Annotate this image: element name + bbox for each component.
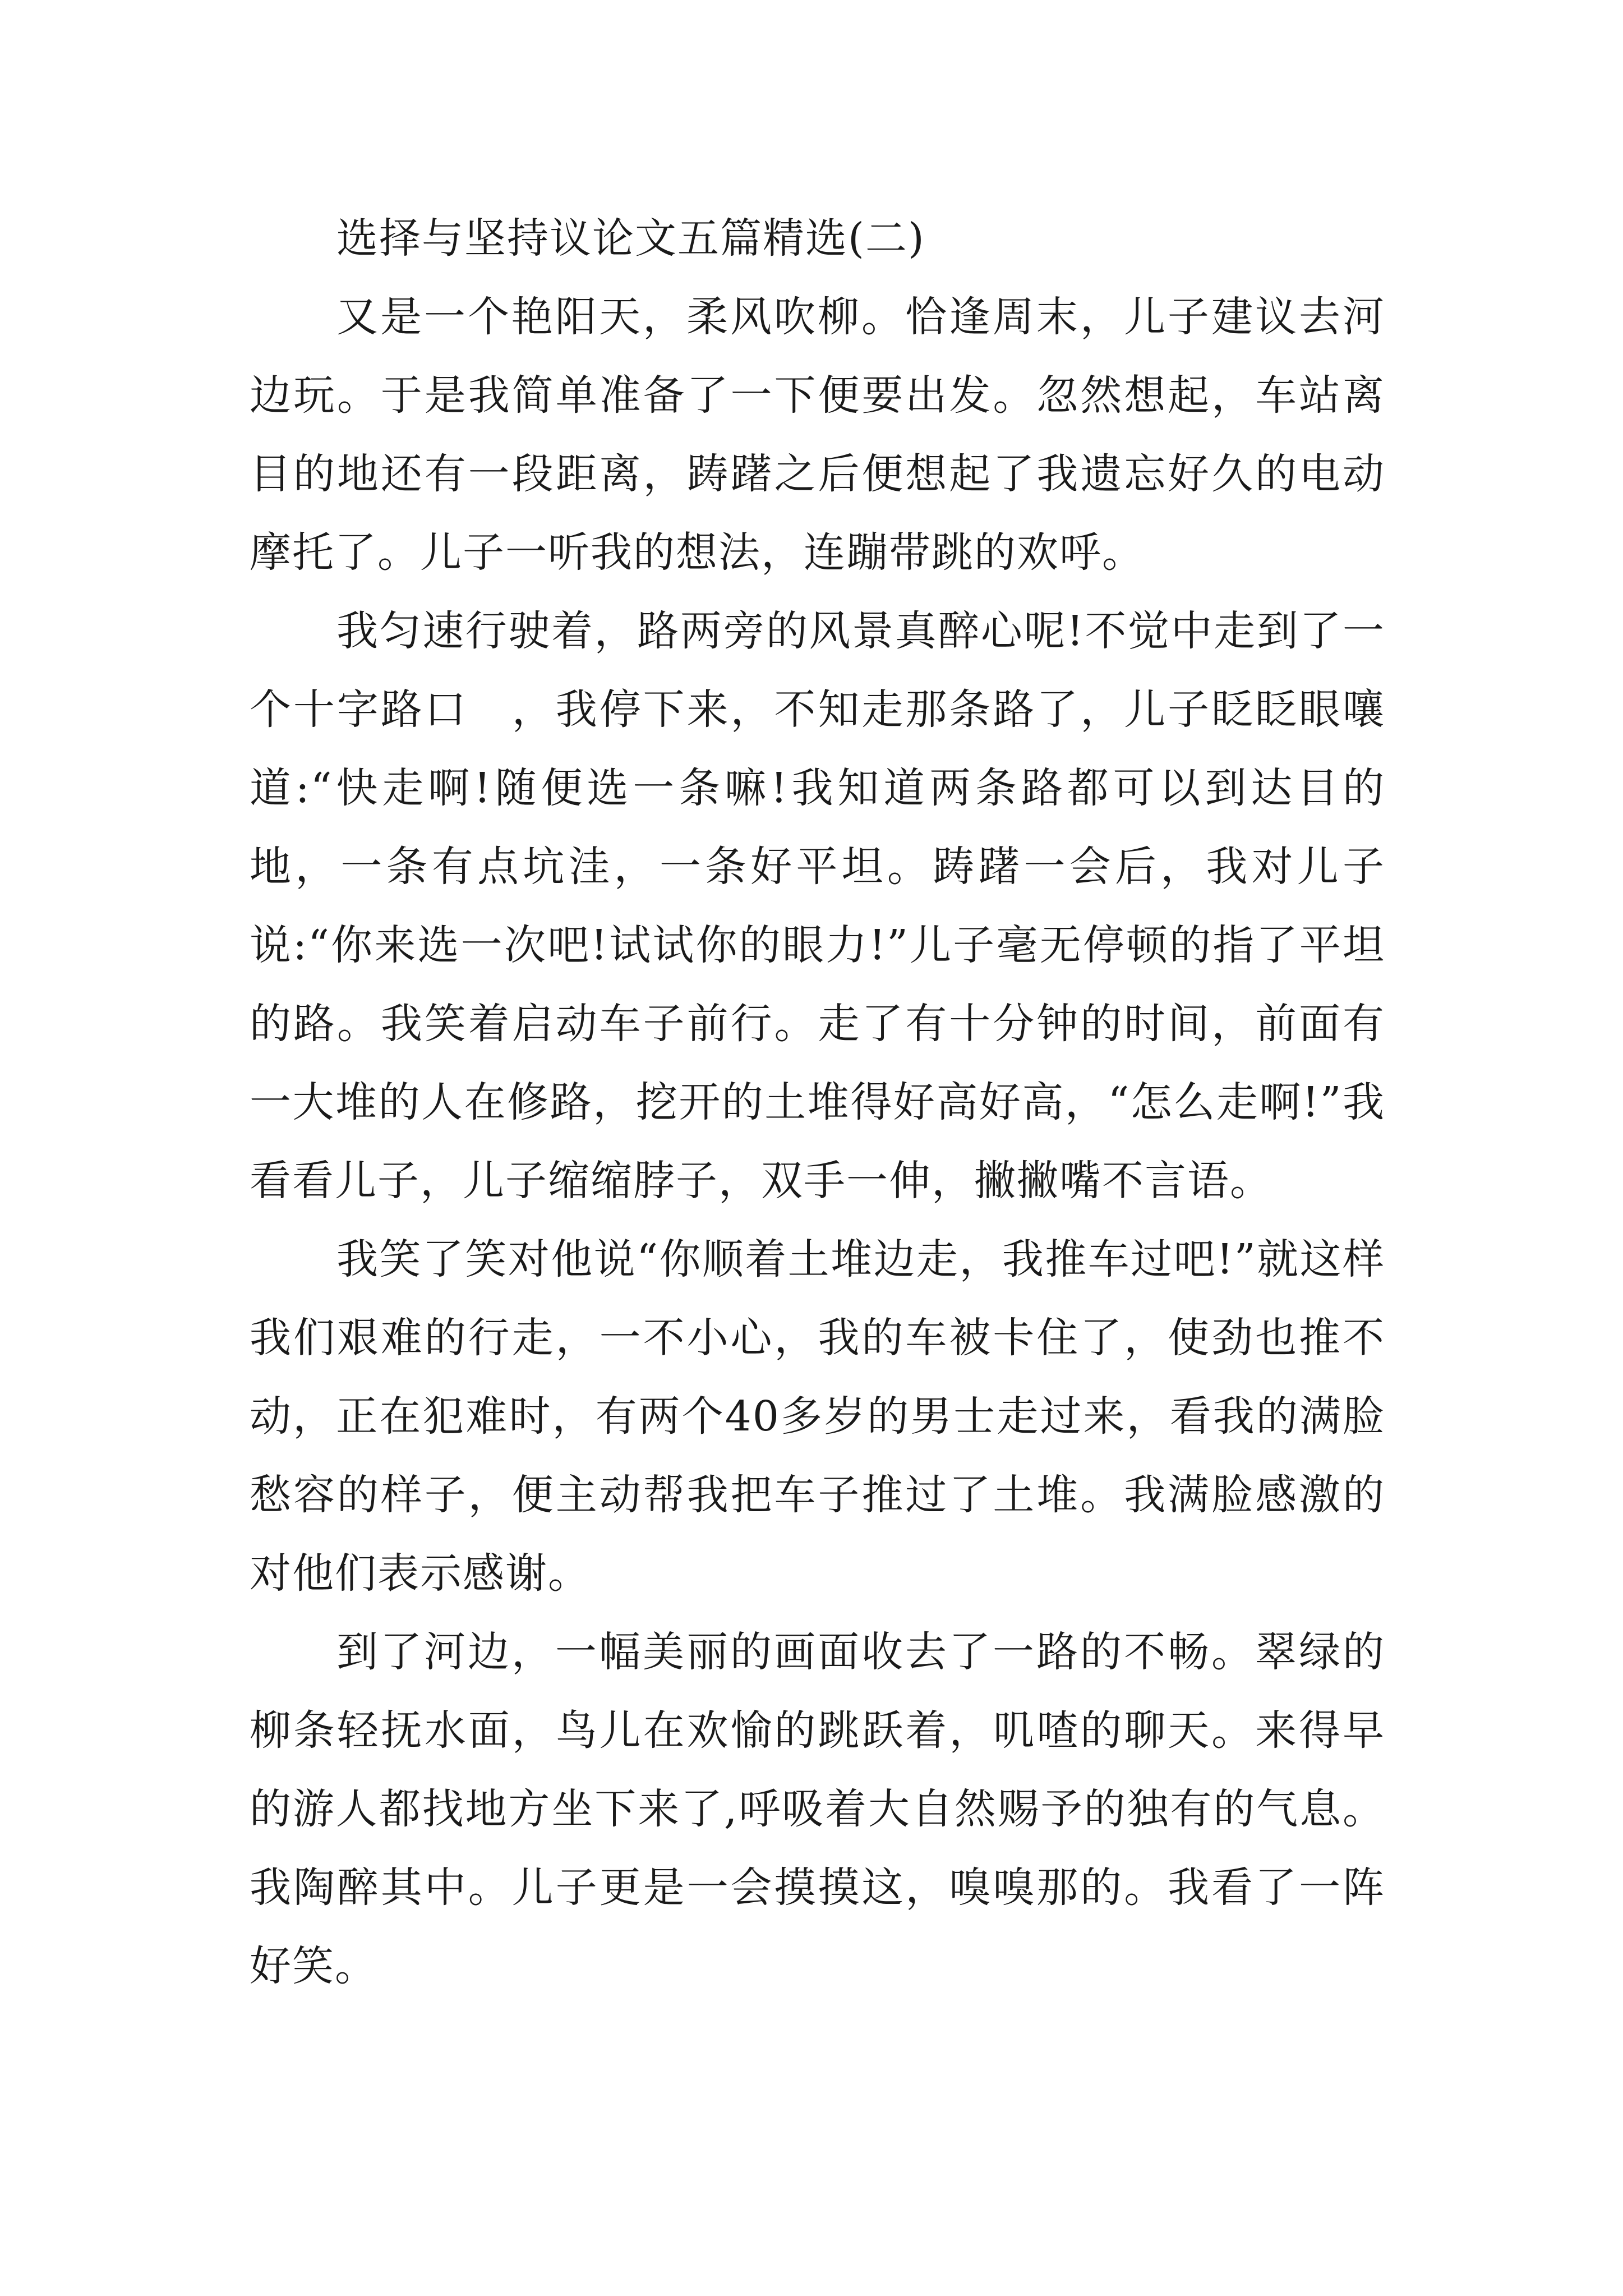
paragraph-3: 我笑了笑对他说“你顺着土堆边走，我推车过吧!”就这样我们艰难的行走，一不小心，我的车被卡住了，使劲也推不动，正在犯难时，有两个40多岁的男士走过来，看我的满脸愁容的样子，便主动帮我把车子推过了土堆。我满脸感激的对他们表示感谢。 [250, 1235, 1385, 1598]
document-title: 选择与坚持议论文五篇精选(二) [336, 214, 925, 263]
paragraph-1: 又是一个艳阳天，柔风吹柳。恰逢周末，儿子建议去河边玩。于是我简单准备了一下便要出发。忽然想起，车站离目的地还有一段距离，踌躇之后便想起了我遗忘好久的电动摩托了。儿子一听我的想法，连蹦带跳的欢呼。 [250, 293, 1385, 577]
document-body [250, 199, 1385, 2005]
paragraph-2: 我匀速行驶着，路两旁的风景真醉心呢!不觉中走到了一个十字路口 ，我停下来，不知走那条路了，儿子眨眨眼嚷道:“快走啊!随便选一条嘛!我知道两条路都可以到达目的地，一条有点坑洼，一条好平坦。踌躇一会后，我对儿子说:“你来选一次吧!试试你的眼力!”儿子毫无停顿的指了平坦的路。我笑着启动车子前行。走了有十分钟的时间，前面有一大堆的人在修路，挖开的土堆得好高好高，“怎么走啊!”我看看儿子，儿子缩缩脖子，双手一伸，撇撇嘴不言语。 [250, 607, 1385, 1205]
paragraph-4: 到了河边，一幅美丽的画面收去了一路的不畅。翠绿的柳条轻抚水面，鸟儿在欢愉的跳跃着，叽喳的聊天。来得早的游人都找地方坐下来了,呼吸着大自然赐予的独有的气息。我陶醉其中。儿子更是一会摸摸这，嗅嗅那的。我看了一阵好笑。 [250, 1628, 1385, 1990]
